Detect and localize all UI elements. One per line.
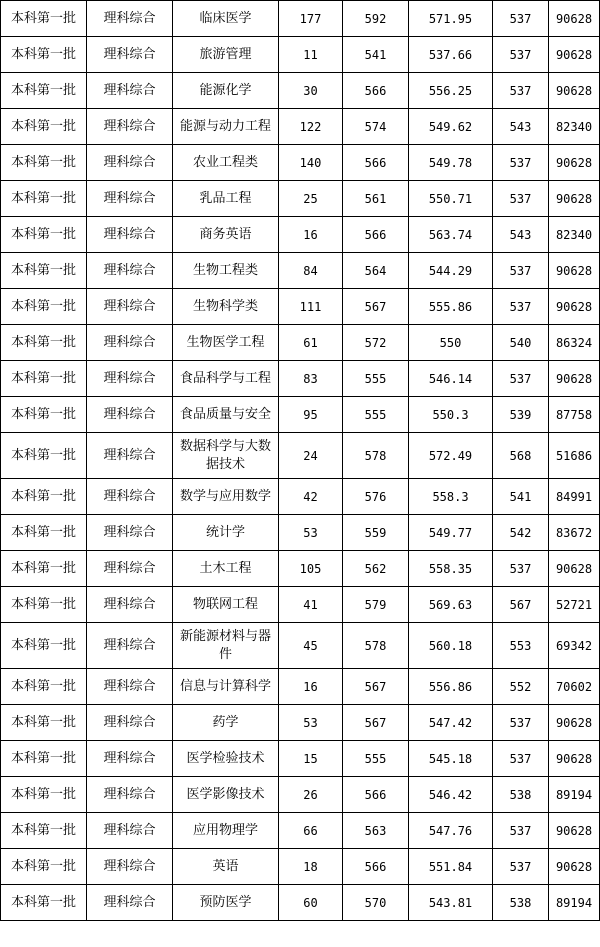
- min-score-cell: 537: [493, 741, 549, 777]
- table-row: [1, 325, 600, 361]
- batch-cell: 本科第一批: [1, 479, 87, 515]
- major-cell: 能源化学: [173, 73, 279, 109]
- enrolled-cell: 42: [279, 479, 343, 515]
- subject-cell: 理科综合: [87, 181, 173, 217]
- rank-cell: 90628: [549, 181, 600, 217]
- major-cell: 商务英语: [173, 217, 279, 253]
- enrolled-cell: 140: [279, 145, 343, 181]
- avg-score-cell: 549.62: [409, 109, 493, 145]
- rank-cell: 90628: [549, 145, 600, 181]
- enrolled-cell: 26: [279, 777, 343, 813]
- avg-score-cell: 550.71: [409, 181, 493, 217]
- batch-cell: 本科第一批: [1, 109, 87, 145]
- rank-cell: 84991: [549, 479, 600, 515]
- table-row: [1, 813, 600, 849]
- avg-score-cell: 547.42: [409, 705, 493, 741]
- min-score-cell: 543: [493, 217, 549, 253]
- subject-cell: 理科综合: [87, 885, 173, 921]
- rank-cell: 90628: [549, 551, 600, 587]
- major-cell: 生物医学工程: [173, 325, 279, 361]
- table-row: [1, 587, 600, 623]
- subject-cell: 理科综合: [87, 145, 173, 181]
- batch-cell: 本科第一批: [1, 551, 87, 587]
- avg-score-cell: 572.49: [409, 433, 493, 479]
- min-score-cell: 537: [493, 73, 549, 109]
- subject-cell: 理科综合: [87, 849, 173, 885]
- avg-score-cell: 546.14: [409, 361, 493, 397]
- avg-score-cell: 547.76: [409, 813, 493, 849]
- max-score-cell: 563: [343, 813, 409, 849]
- max-score-cell: 567: [343, 705, 409, 741]
- max-score-cell: 555: [343, 397, 409, 433]
- subject-cell: 理科综合: [87, 705, 173, 741]
- major-cell: 数据科学与大数据技术: [173, 433, 279, 479]
- avg-score-cell: 558.3: [409, 479, 493, 515]
- enrolled-cell: 16: [279, 217, 343, 253]
- max-score-cell: 578: [343, 433, 409, 479]
- min-score-cell: 568: [493, 433, 549, 479]
- min-score-cell: 538: [493, 885, 549, 921]
- rank-cell: 90628: [549, 253, 600, 289]
- table-row: [1, 741, 600, 777]
- avg-score-cell: 560.18: [409, 623, 493, 669]
- rank-cell: 90628: [549, 813, 600, 849]
- batch-cell: 本科第一批: [1, 145, 87, 181]
- enrolled-cell: 60: [279, 885, 343, 921]
- min-score-cell: 537: [493, 705, 549, 741]
- table-row: [1, 397, 600, 433]
- table-row: [1, 479, 600, 515]
- table-row: [1, 217, 600, 253]
- enrolled-cell: 66: [279, 813, 343, 849]
- batch-cell: 本科第一批: [1, 397, 87, 433]
- table-row: [1, 181, 600, 217]
- max-score-cell: 555: [343, 741, 409, 777]
- max-score-cell: 578: [343, 623, 409, 669]
- min-score-cell: 537: [493, 1, 549, 37]
- major-cell: 预防医学: [173, 885, 279, 921]
- subject-cell: 理科综合: [87, 623, 173, 669]
- batch-cell: 本科第一批: [1, 777, 87, 813]
- min-score-cell: 540: [493, 325, 549, 361]
- enrolled-cell: 15: [279, 741, 343, 777]
- batch-cell: 本科第一批: [1, 73, 87, 109]
- major-cell: 临床医学: [173, 1, 279, 37]
- avg-score-cell: 571.95: [409, 1, 493, 37]
- avg-score-cell: 551.84: [409, 849, 493, 885]
- batch-cell: 本科第一批: [1, 289, 87, 325]
- table-row: [1, 433, 600, 479]
- rank-cell: 82340: [549, 109, 600, 145]
- enrolled-cell: 25: [279, 181, 343, 217]
- major-cell: 土木工程: [173, 551, 279, 587]
- max-score-cell: 566: [343, 777, 409, 813]
- table-row: [1, 515, 600, 551]
- enrolled-cell: 16: [279, 669, 343, 705]
- min-score-cell: 537: [493, 813, 549, 849]
- avg-score-cell: 544.29: [409, 253, 493, 289]
- max-score-cell: 566: [343, 73, 409, 109]
- max-score-cell: 564: [343, 253, 409, 289]
- subject-cell: 理科综合: [87, 813, 173, 849]
- table-row: [1, 777, 600, 813]
- batch-cell: 本科第一批: [1, 705, 87, 741]
- major-cell: 新能源材料与器件: [173, 623, 279, 669]
- rank-cell: 86324: [549, 325, 600, 361]
- table-row: [1, 289, 600, 325]
- batch-cell: 本科第一批: [1, 37, 87, 73]
- table-row: [1, 73, 600, 109]
- min-score-cell: 542: [493, 515, 549, 551]
- batch-cell: 本科第一批: [1, 253, 87, 289]
- batch-cell: 本科第一批: [1, 325, 87, 361]
- avg-score-cell: 546.42: [409, 777, 493, 813]
- enrolled-cell: 30: [279, 73, 343, 109]
- enrolled-cell: 177: [279, 1, 343, 37]
- major-cell: 统计学: [173, 515, 279, 551]
- enrolled-cell: 105: [279, 551, 343, 587]
- table-row: [1, 109, 600, 145]
- subject-cell: 理科综合: [87, 1, 173, 37]
- subject-cell: 理科综合: [87, 361, 173, 397]
- min-score-cell: 567: [493, 587, 549, 623]
- subject-cell: 理科综合: [87, 433, 173, 479]
- enrolled-cell: 53: [279, 705, 343, 741]
- avg-score-cell: 556.86: [409, 669, 493, 705]
- enrolled-cell: 111: [279, 289, 343, 325]
- max-score-cell: 592: [343, 1, 409, 37]
- table-row: [1, 623, 600, 669]
- min-score-cell: 537: [493, 37, 549, 73]
- max-score-cell: 541: [343, 37, 409, 73]
- subject-cell: 理科综合: [87, 109, 173, 145]
- rank-cell: 90628: [549, 361, 600, 397]
- avg-score-cell: 550.3: [409, 397, 493, 433]
- table-row: [1, 37, 600, 73]
- rank-cell: 89194: [549, 885, 600, 921]
- table-body: [1, 1, 600, 921]
- major-cell: 药学: [173, 705, 279, 741]
- table-row: [1, 885, 600, 921]
- batch-cell: 本科第一批: [1, 217, 87, 253]
- enrolled-cell: 122: [279, 109, 343, 145]
- avg-score-cell: 556.25: [409, 73, 493, 109]
- rank-cell: 51686: [549, 433, 600, 479]
- enrolled-cell: 61: [279, 325, 343, 361]
- min-score-cell: 537: [493, 181, 549, 217]
- subject-cell: 理科综合: [87, 37, 173, 73]
- subject-cell: 理科综合: [87, 397, 173, 433]
- subject-cell: 理科综合: [87, 741, 173, 777]
- table-row: [1, 669, 600, 705]
- min-score-cell: 537: [493, 289, 549, 325]
- avg-score-cell: 549.77: [409, 515, 493, 551]
- major-cell: 农业工程类: [173, 145, 279, 181]
- batch-cell: 本科第一批: [1, 587, 87, 623]
- avg-score-cell: 569.63: [409, 587, 493, 623]
- max-score-cell: 566: [343, 145, 409, 181]
- table-row: [1, 1, 600, 37]
- major-cell: 数学与应用数学: [173, 479, 279, 515]
- min-score-cell: 537: [493, 849, 549, 885]
- table-row: [1, 145, 600, 181]
- max-score-cell: 566: [343, 217, 409, 253]
- major-cell: 能源与动力工程: [173, 109, 279, 145]
- min-score-cell: 541: [493, 479, 549, 515]
- enrolled-cell: 84: [279, 253, 343, 289]
- table-row: [1, 849, 600, 885]
- max-score-cell: 561: [343, 181, 409, 217]
- max-score-cell: 567: [343, 289, 409, 325]
- subject-cell: 理科综合: [87, 289, 173, 325]
- major-cell: 食品质量与安全: [173, 397, 279, 433]
- batch-cell: 本科第一批: [1, 885, 87, 921]
- rank-cell: 90628: [549, 741, 600, 777]
- min-score-cell: 543: [493, 109, 549, 145]
- rank-cell: 90628: [549, 73, 600, 109]
- enrolled-cell: 45: [279, 623, 343, 669]
- rank-cell: 87758: [549, 397, 600, 433]
- enrolled-cell: 24: [279, 433, 343, 479]
- max-score-cell: 562: [343, 551, 409, 587]
- batch-cell: 本科第一批: [1, 849, 87, 885]
- rank-cell: 52721: [549, 587, 600, 623]
- major-cell: 医学检验技术: [173, 741, 279, 777]
- max-score-cell: 579: [343, 587, 409, 623]
- subject-cell: 理科综合: [87, 551, 173, 587]
- min-score-cell: 552: [493, 669, 549, 705]
- major-cell: 英语: [173, 849, 279, 885]
- enrolled-cell: 95: [279, 397, 343, 433]
- major-cell: 信息与计算科学: [173, 669, 279, 705]
- enrolled-cell: 53: [279, 515, 343, 551]
- avg-score-cell: 549.78: [409, 145, 493, 181]
- rank-cell: 90628: [549, 1, 600, 37]
- min-score-cell: 537: [493, 361, 549, 397]
- subject-cell: 理科综合: [87, 73, 173, 109]
- batch-cell: 本科第一批: [1, 623, 87, 669]
- batch-cell: 本科第一批: [1, 813, 87, 849]
- avg-score-cell: 558.35: [409, 551, 493, 587]
- table-row: [1, 551, 600, 587]
- rank-cell: 90628: [549, 705, 600, 741]
- enrolled-cell: 11: [279, 37, 343, 73]
- avg-score-cell: 550: [409, 325, 493, 361]
- rank-cell: 90628: [549, 849, 600, 885]
- enrolled-cell: 18: [279, 849, 343, 885]
- major-cell: 物联网工程: [173, 587, 279, 623]
- min-score-cell: 538: [493, 777, 549, 813]
- max-score-cell: 555: [343, 361, 409, 397]
- table-row: [1, 705, 600, 741]
- max-score-cell: 574: [343, 109, 409, 145]
- major-cell: 旅游管理: [173, 37, 279, 73]
- major-cell: 应用物理学: [173, 813, 279, 849]
- enrolled-cell: 41: [279, 587, 343, 623]
- rank-cell: 90628: [549, 37, 600, 73]
- min-score-cell: 537: [493, 253, 549, 289]
- min-score-cell: 537: [493, 551, 549, 587]
- subject-cell: 理科综合: [87, 479, 173, 515]
- batch-cell: 本科第一批: [1, 1, 87, 37]
- enrolled-cell: 83: [279, 361, 343, 397]
- table-row: [1, 253, 600, 289]
- rank-cell: 69342: [549, 623, 600, 669]
- rank-cell: 89194: [549, 777, 600, 813]
- subject-cell: 理科综合: [87, 587, 173, 623]
- major-cell: 生物工程类: [173, 253, 279, 289]
- rank-cell: 83672: [549, 515, 600, 551]
- avg-score-cell: 545.18: [409, 741, 493, 777]
- subject-cell: 理科综合: [87, 253, 173, 289]
- max-score-cell: 570: [343, 885, 409, 921]
- min-score-cell: 539: [493, 397, 549, 433]
- avg-score-cell: 563.74: [409, 217, 493, 253]
- major-cell: 食品科学与工程: [173, 361, 279, 397]
- subject-cell: 理科综合: [87, 669, 173, 705]
- subject-cell: 理科综合: [87, 777, 173, 813]
- avg-score-cell: 555.86: [409, 289, 493, 325]
- rank-cell: 70602: [549, 669, 600, 705]
- batch-cell: 本科第一批: [1, 669, 87, 705]
- max-score-cell: 559: [343, 515, 409, 551]
- min-score-cell: 553: [493, 623, 549, 669]
- subject-cell: 理科综合: [87, 325, 173, 361]
- max-score-cell: 567: [343, 669, 409, 705]
- rank-cell: 90628: [549, 289, 600, 325]
- max-score-cell: 572: [343, 325, 409, 361]
- batch-cell: 本科第一批: [1, 741, 87, 777]
- subject-cell: 理科综合: [87, 217, 173, 253]
- max-score-cell: 566: [343, 849, 409, 885]
- major-cell: 生物科学类: [173, 289, 279, 325]
- major-cell: 乳品工程: [173, 181, 279, 217]
- avg-score-cell: 543.81: [409, 885, 493, 921]
- subject-cell: 理科综合: [87, 515, 173, 551]
- major-cell: 医学影像技术: [173, 777, 279, 813]
- batch-cell: 本科第一批: [1, 181, 87, 217]
- batch-cell: 本科第一批: [1, 433, 87, 479]
- max-score-cell: 576: [343, 479, 409, 515]
- batch-cell: 本科第一批: [1, 361, 87, 397]
- min-score-cell: 537: [493, 145, 549, 181]
- rank-cell: 82340: [549, 217, 600, 253]
- avg-score-cell: 537.66: [409, 37, 493, 73]
- batch-cell: 本科第一批: [1, 515, 87, 551]
- table-row: [1, 361, 600, 397]
